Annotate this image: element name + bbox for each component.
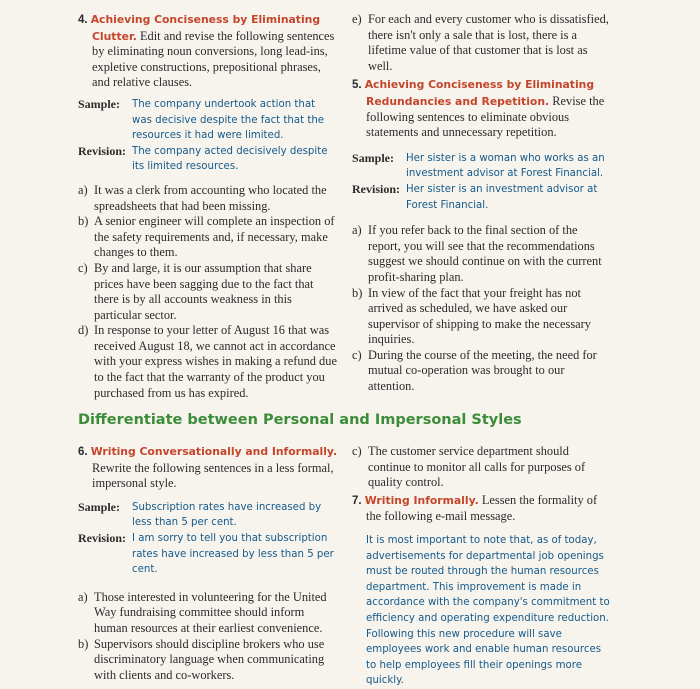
- list-item: a) If you refer back to the final section of the report, you will see that the recommendations suggest we should continue on with the current profit-sharing plan.: [352, 223, 602, 284]
- exercise-4: [78, 12, 338, 401]
- sample-text: Subscription rates have increased by less than 5 per cent.: [132, 501, 322, 529]
- exercise-6-continued: [352, 444, 610, 491]
- revision-text: The company acted decisively despite its limited resources.: [132, 145, 328, 173]
- exercise-4-continued: [352, 12, 610, 74]
- revision-label: Revision:: [78, 530, 126, 545]
- revision-block: [78, 531, 338, 578]
- revision-label: Revision:: [352, 181, 400, 196]
- list-item: d) In response to your letter of August 16 that was received August 18, we cannot act in accordance with your express wishes in making a refund due to the fact that the warranty of the product you purchased from us has expired.: [78, 323, 337, 400]
- exercise-7-intro: [352, 493, 610, 525]
- sample-label: Sample:: [78, 96, 120, 111]
- exercise-4-intro: [78, 12, 338, 91]
- list-item: a) Those interested in volunteering for the United Way fundraising committee should inform human resources at their earliest convenience.: [78, 589, 327, 635]
- exercise-5-intro: [352, 77, 610, 140]
- list-item: c) By and large, it is our assumption that share prices have been sagging due to the fact that there is by all accounts weakness in this particular sector.: [78, 260, 314, 322]
- exercise-heading: Achieving Conciseness by Eliminating Redundancies and Repetition.: [364, 78, 595, 108]
- exercise-number: 5.: [352, 79, 362, 92]
- section-title: Differentiate between Personal and Impersonal Styles: [78, 412, 522, 428]
- list-item: b) A senior engineer will complete an inspection of the safety requirements and, if necessary, make changes to them.: [78, 214, 335, 260]
- sample-text: The company undertook action that was decisive despite the fact that the resources it had were limited.: [132, 98, 325, 142]
- sample-label: Sample:: [352, 150, 394, 165]
- exercise-heading: Achieving Conciseness by Eliminating Clutter.: [90, 13, 321, 43]
- list-item: e) For each and every customer who is dissatisfied, there isn't only a sale that is lost, there is a lifetime value of that customer that is lost as well.: [352, 12, 609, 73]
- exercise-items: [78, 183, 338, 401]
- sample-label: Sample:: [78, 499, 120, 514]
- exercise-7-column: [352, 444, 610, 689]
- list-item: a) It was a clerk from accounting who located the spreadsheets that had been missing.: [78, 182, 327, 213]
- list-item: b) In view of the fact that your freight has not arrived as scheduled, we have asked our supervisor of shipping to make the necessary inquiries.: [352, 285, 591, 347]
- exercise-6-intro: [78, 444, 338, 492]
- revision-block: [78, 144, 338, 175]
- exercise-items: [352, 223, 610, 395]
- list-item: c) During the course of the meeting, the need for mutual co-operation was brought to our attention.: [352, 347, 597, 394]
- exercise-instruction: Lessen the formality of the following e-mail message.: [366, 492, 598, 524]
- exercise-number: 6.: [78, 446, 88, 458]
- email-message: It is most important to note that, as of today, advertisements for departmental job openings must be routed through the human resources department. This improvement is made in accordance with the company's commitment to efficiency and operating expenditure reduction. Following this new procedure will save employees work and enable human resources to help employees fill their openings more quickly.: [366, 534, 610, 687]
- sample-block: [78, 97, 338, 144]
- exercise-number: 7.: [352, 494, 362, 507]
- exercise-6: [78, 444, 338, 683]
- revision-text: Her sister is an investment advisor at Forest Financial.: [406, 183, 598, 211]
- sample-block: [352, 151, 610, 182]
- exercise-instruction: Rewrite the following sentences in a less formal, impersonal style.: [92, 460, 334, 491]
- sample-text: Her sister is a woman who works as an investment advisor at Forest Financial.: [406, 152, 605, 180]
- list-item: b) Supervisors should discipline brokers who use discriminatory language when communicating with clients and co-workers.: [78, 636, 325, 682]
- exercise-items: [78, 590, 338, 684]
- exercise-number: 4.: [78, 14, 88, 26]
- revision-label: Revision:: [78, 143, 126, 158]
- exercise-5-column: [352, 12, 610, 395]
- sample-block: [78, 500, 338, 531]
- revision-block: [352, 182, 610, 213]
- exercise-heading: Writing Informally.: [364, 493, 479, 507]
- list-item: c) The customer service department should continue to monitor all calls for purposes of quality control.: [352, 444, 586, 490]
- exercise-heading: Writing Conversationally and Informally.: [90, 445, 338, 458]
- exercise-instruction: Revise the following sentences to eliminate obvious statements and unnecessary repetition.: [366, 93, 605, 140]
- exercise-instruction: Edit and revise the following sentences by eliminating noun conversions, long lead-ins, expletive constructions, prepositional phrases, and relative clauses.: [92, 28, 335, 90]
- revision-text: I am sorry to tell you that subscription rates have increased by less than 5 per cent.: [132, 532, 334, 576]
